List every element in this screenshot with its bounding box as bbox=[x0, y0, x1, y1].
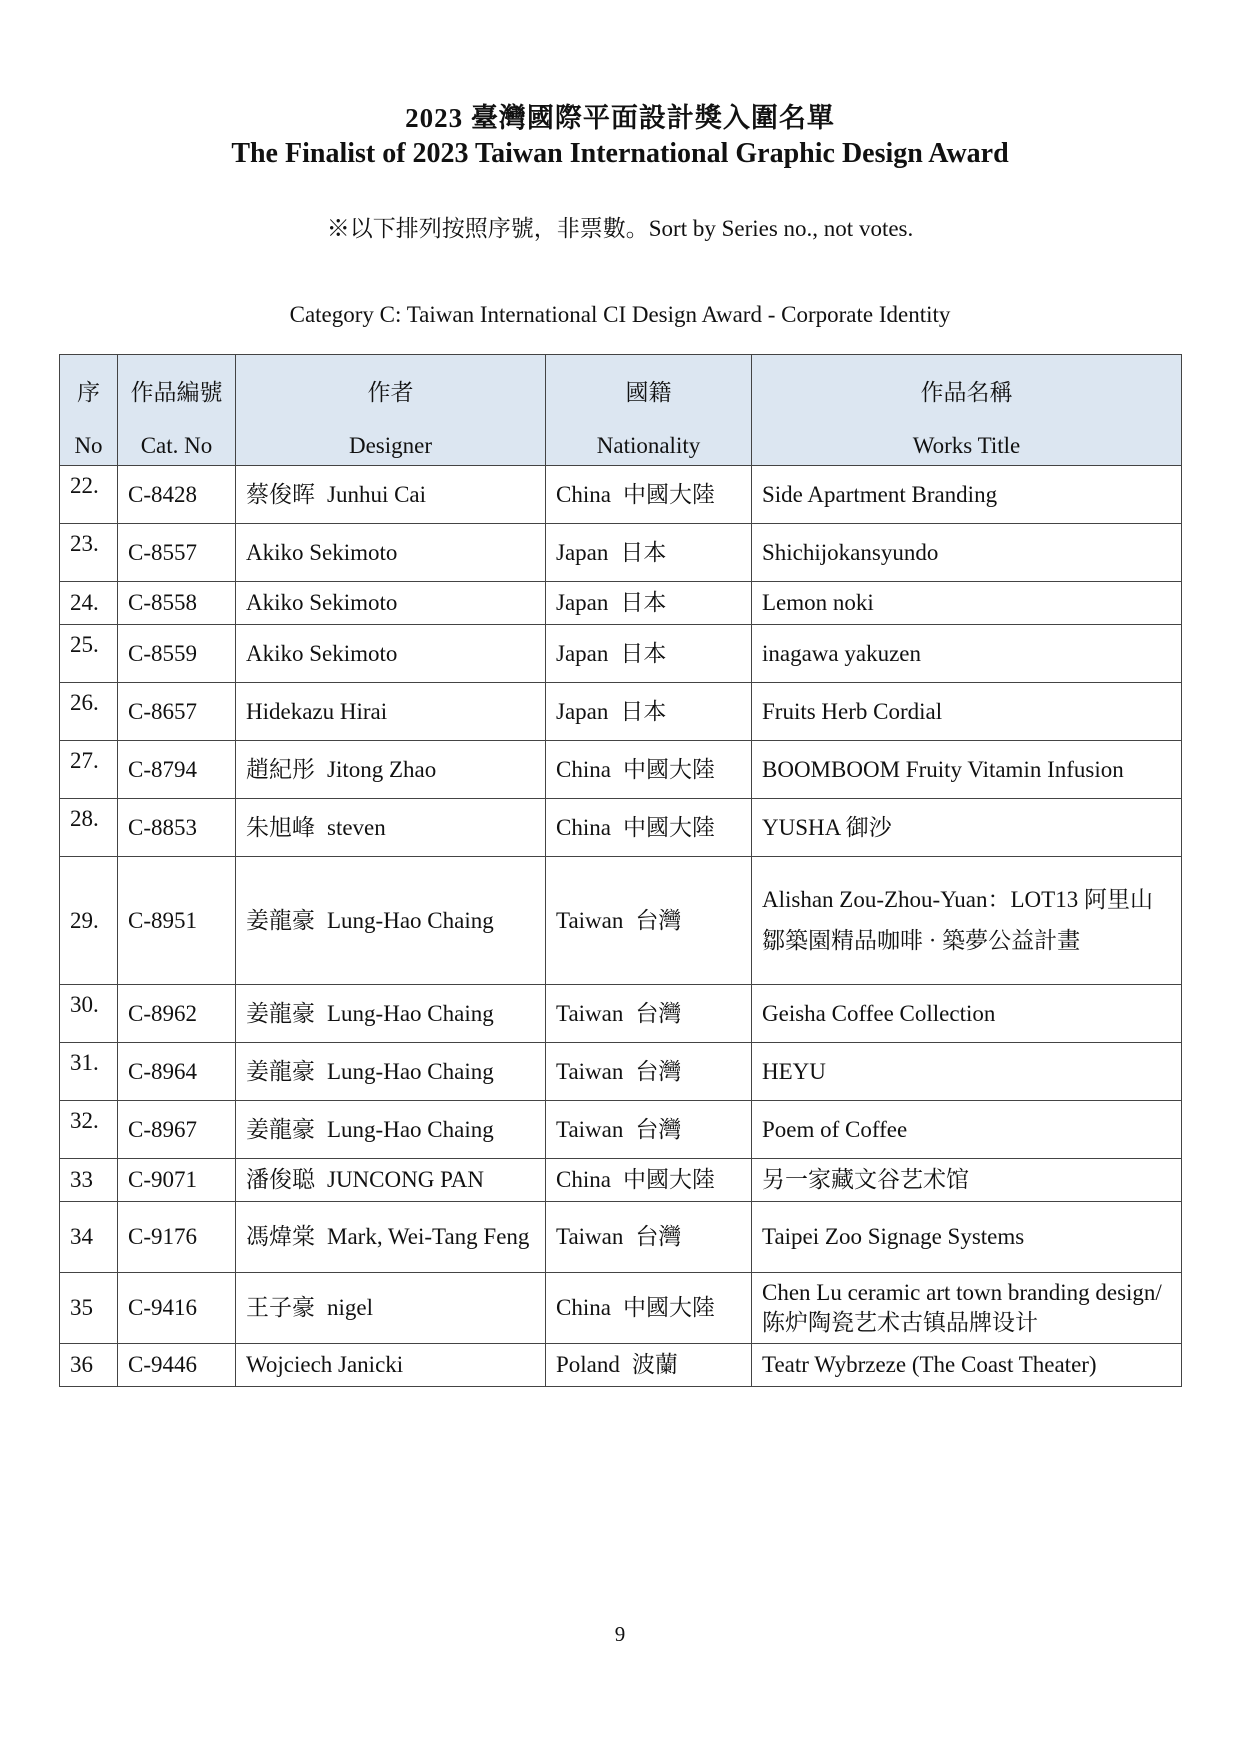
table-row: 36 C-9446 Wojciech Janicki Poland 波蘭 Teatr Wybrzeze (The Coast Theater) bbox=[60, 1344, 1182, 1387]
table-row: 31. C-8964 姜龍豪 Lung-Hao Chaing Taiwan 台灣 HEYU bbox=[60, 1043, 1182, 1101]
header-cat-no: 作品編號 Cat. No bbox=[118, 355, 236, 466]
category-heading: Category C: Taiwan International CI Design Award - Corporate Identity bbox=[289, 302, 951, 327]
table-row: 30. C-8962 姜龍豪 Lung-Hao Chaing Taiwan 台灣 Geisha Coffee Collection bbox=[60, 985, 1182, 1043]
sort-note: ※以下排列按照序號，非票數。Sort by Series no., not votes. bbox=[326, 216, 914, 241]
header-nationality: 國籍 Nationality bbox=[546, 355, 752, 466]
table-row: 26. C-8657 Hidekazu Hirai Japan 日本 Fruits Herb Cordial bbox=[60, 683, 1182, 741]
table-row: 28. C-8853 朱旭峰 steven China 中國大陸 YUSHA 御沙 bbox=[60, 799, 1182, 857]
finalist-table bbox=[59, 354, 1182, 1387]
table-row: 29. C-8951 姜龍豪 Lung-Hao Chaing Taiwan 台灣 Alishan Zou-Zhou-Yuan：LOT13 阿里山鄒築園精品咖啡 · 築夢公益計畫 bbox=[60, 857, 1182, 985]
title-chinese: 2023 臺灣國際平面設計獎入圍名單 bbox=[405, 103, 835, 133]
table-row: 27. C-8794 趙紀彤 Jitong Zhao China 中國大陸 BOOMBOOM Fruity Vitamin Infusion bbox=[60, 741, 1182, 799]
table-row: 24. C-8558 Akiko Sekimoto Japan 日本 Lemon noki bbox=[60, 582, 1182, 625]
table-row: 35 C-9416 王子豪 nigel China 中國大陸 Chen Lu ceramic art town branding design/陈炉陶瓷艺术古镇品牌设计 bbox=[60, 1273, 1182, 1344]
table-row: 32. C-8967 姜龍豪 Lung-Hao Chaing Taiwan 台灣 Poem of Coffee bbox=[60, 1101, 1182, 1159]
table-row: 33 C-9071 潘俊聪 JUNCONG PAN China 中國大陸 另一家藏文谷艺术馆 bbox=[60, 1159, 1182, 1202]
table-row: 25. C-8559 Akiko Sekimoto Japan 日本 inagawa yakuzen bbox=[60, 625, 1182, 683]
table-header-row bbox=[60, 355, 1182, 466]
table-row: 34 C-9176 馮煒棠 Mark, Wei-Tang Feng Taiwan 台灣 Taipei Zoo Signage Systems bbox=[60, 1202, 1182, 1273]
header-works-title: 作品名稱 Works Title bbox=[752, 355, 1182, 466]
header-no: 序 No bbox=[60, 355, 118, 466]
page-number: 9 bbox=[614, 1622, 626, 1646]
table-row: 22. C-8428 蔡俊晖 Junhui Cai China 中國大陸 Side Apartment Branding bbox=[60, 466, 1182, 524]
table-row: 23. C-8557 Akiko Sekimoto Japan 日本 Shichijokansyundo bbox=[60, 524, 1182, 582]
title-english: The Finalist of 2023 Taiwan International Graphic Design Award bbox=[231, 138, 1009, 169]
header-designer: 作者 Designer bbox=[236, 355, 546, 466]
